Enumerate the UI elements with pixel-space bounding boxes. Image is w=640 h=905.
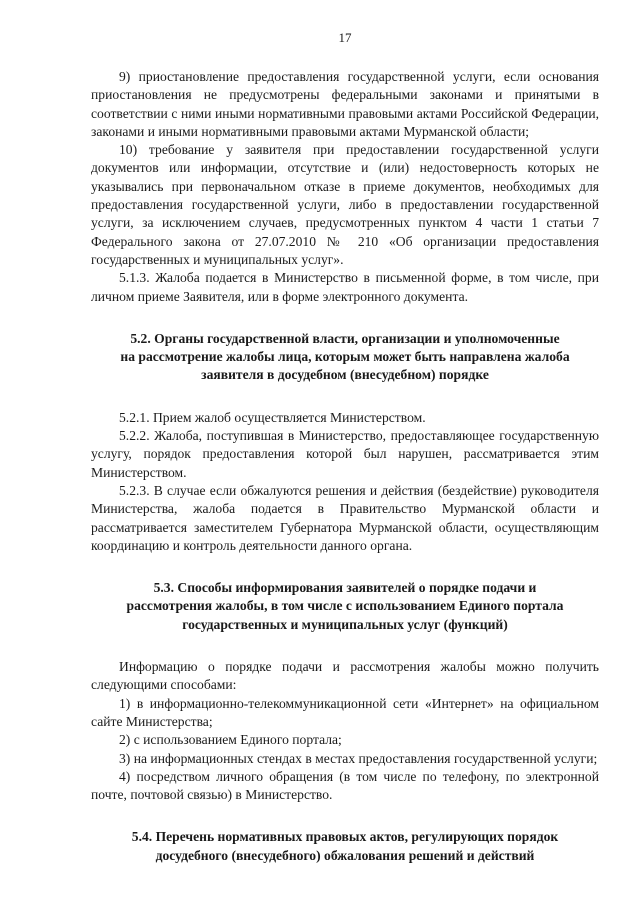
top-items bbox=[91, 68, 599, 306]
info-method-3-paragraph: 3) на информационных стендах в местах предоставления государственной услуги; bbox=[119, 750, 598, 766]
heading-line: 5.3. Способы информирования заявителей о порядке подачи и bbox=[153, 580, 537, 596]
section-5-3-heading bbox=[91, 579, 599, 634]
heading-line: на рассмотрение жалобы лица, которым может быть направлена жалоба bbox=[120, 349, 570, 365]
heading-line: досудебного (внесудебного) обжалования решений и действий bbox=[155, 847, 535, 863]
heading-line: государственных и муниципальных услуг (функций) bbox=[182, 616, 508, 632]
info-method-2-paragraph: 2) с использованием Единого портала; bbox=[119, 732, 342, 748]
section-5-2-body bbox=[91, 409, 599, 555]
heading-line: заявителя в досудебном (внесудебном) порядке bbox=[201, 367, 489, 383]
clause-5-2-2-paragraph: 5.2.2. Жалоба, поступившая в Министерство, предоставляющее государственную услугу, порядок предоставления которой был нарушен, рассматривается этим Министерством. bbox=[91, 428, 599, 480]
section-5-2-heading bbox=[91, 330, 599, 385]
heading-line: 5.2. Органы государственной власти, организации и уполномоченные bbox=[130, 330, 560, 346]
clause-5-1-3-paragraph: 5.1.3. Жалоба подается в Министерство в письменной форме, в том числе, при личном приеме Заявителя, или в форме электронного документа. bbox=[91, 270, 599, 304]
info-method-4-paragraph: 4) посредством личного обращения (в том числе по телефону, по электронной почте, почтовой связью) в Министерство. bbox=[91, 768, 599, 803]
info-method-1-paragraph: 1) в информационно-телекоммуникационной сети «Интернет» на официальном сайте Министерства; bbox=[91, 695, 599, 729]
page-number: 17 bbox=[338, 30, 352, 45]
item-10-paragraph: 10) требование у заявителя при предоставлении государственной услуги документов или информации, отсутствие и (или) недостоверность которых не указывались при первоначальном отказе в приеме документов, необходимых для предоставления государственной услуги, либо в предоставлении государственной услуги, за исключением случаев, предусмотренных пунктом 4 части 1 статьи 7 Федерального закона от 27.07.2010 № 210 «Об организации предоставления государственных и муниципальных услуг». bbox=[91, 142, 599, 267]
section-5-3-body bbox=[91, 658, 599, 804]
item-9-paragraph: 9) приостановление предоставления государственной услуги, если основания приостановления не предусмотрены федеральными законами и принятыми в соответствии с ними иными нормативными правовыми актами Российской Федерации, законами и иными нормативными правовыми актами Мурманской области; bbox=[91, 69, 599, 139]
heading-line: 5.4. Перечень нормативных правовых актов, регулирующих порядок bbox=[131, 829, 559, 845]
info-intro-paragraph: Информацию о порядке подачи и рассмотрения жалобы можно получить следующими способами: bbox=[91, 659, 599, 693]
section-5-4-heading bbox=[91, 828, 599, 865]
heading-line: рассмотрения жалобы, в том числе с использованием Единого портала bbox=[126, 598, 564, 614]
clause-5-2-3-paragraph: 5.2.3. В случае если обжалуются решения и действия (бездействие) руководителя Министерства, жалоба подается в Правительство Мурманской области и рассматривается заместителем Губернатора Мурманской области, осуществляющим координацию и контроль деятельности данного органа. bbox=[91, 482, 599, 553]
clause-5-2-1-paragraph: 5.2.1. Прием жалоб осуществляется Министерством. bbox=[119, 409, 426, 425]
